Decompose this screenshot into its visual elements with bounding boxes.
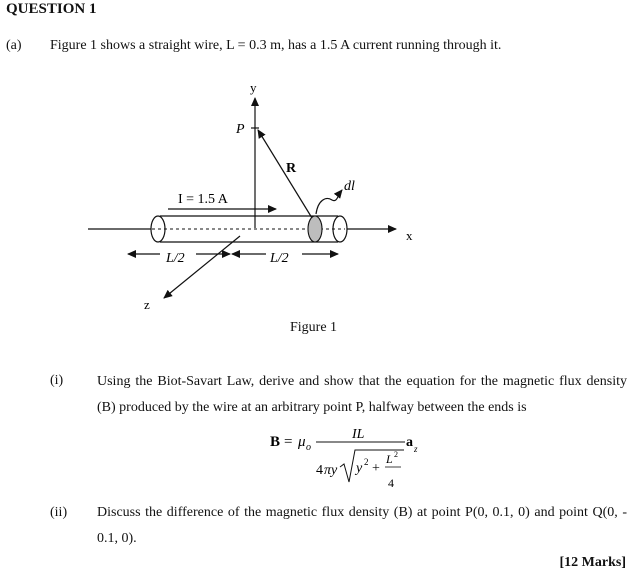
half-left-label: L/2 — [166, 251, 185, 266]
svg-text:πy: πy — [324, 463, 338, 478]
figure-caption: Figure 1 — [290, 320, 338, 335]
dl-leader — [316, 190, 342, 214]
r-vector-label: R — [286, 161, 297, 176]
svg-text:=: = — [284, 434, 293, 450]
part-i-label: (i) — [50, 373, 64, 388]
svg-text:4: 4 — [316, 463, 323, 478]
svg-text:+: + — [372, 461, 380, 476]
svg-text:IL: IL — [352, 427, 365, 442]
part-ii-label: (ii) — [50, 505, 68, 520]
svg-text:μ: μ — [298, 434, 306, 450]
question-heading: QUESTION 1 — [6, 1, 97, 17]
current-label: I = 1.5 A — [178, 192, 228, 207]
wire-cylinder — [151, 216, 347, 242]
dl-element — [308, 216, 322, 242]
z-axis-label: z — [144, 297, 150, 312]
svg-text:L: L — [386, 452, 393, 466]
part-i-text: Using the Biot-Savart Law, derive and show that the equation for the magnetic flux density (B) produced by the wire at an arbitrary point P, halfway between the ends is — [97, 374, 627, 415]
svg-text:B: B — [270, 434, 281, 450]
svg-text:y: y — [356, 461, 363, 476]
y-axis-label: y — [250, 80, 257, 95]
r-vector — [258, 130, 312, 218]
part-a-label: (a) — [6, 38, 22, 53]
svg-text:2: 2 — [364, 457, 369, 467]
dl-label: dl — [344, 179, 355, 194]
part-ii-text: Discuss the difference of the magnetic flux density (B) at point P(0, 0.1, 0) and point Q(0, - 0.1, 0). — [97, 505, 627, 546]
svg-text:2: 2 — [394, 450, 398, 459]
svg-text:a: a — [406, 435, 413, 450]
half-right-label: L/2 — [270, 251, 289, 266]
x-axis-label: x — [406, 228, 413, 243]
marks-label: [12 Marks] — [559, 555, 626, 570]
svg-text:z: z — [414, 444, 418, 454]
svg-text:o: o — [306, 442, 311, 453]
svg-text:4: 4 — [388, 476, 394, 490]
z-axis — [164, 236, 240, 298]
point-p-label: P — [236, 122, 245, 137]
part-a-intro: Figure 1 shows a straight wire, L = 0.3 m, has a 1.5 A current running through it. — [50, 38, 502, 53]
